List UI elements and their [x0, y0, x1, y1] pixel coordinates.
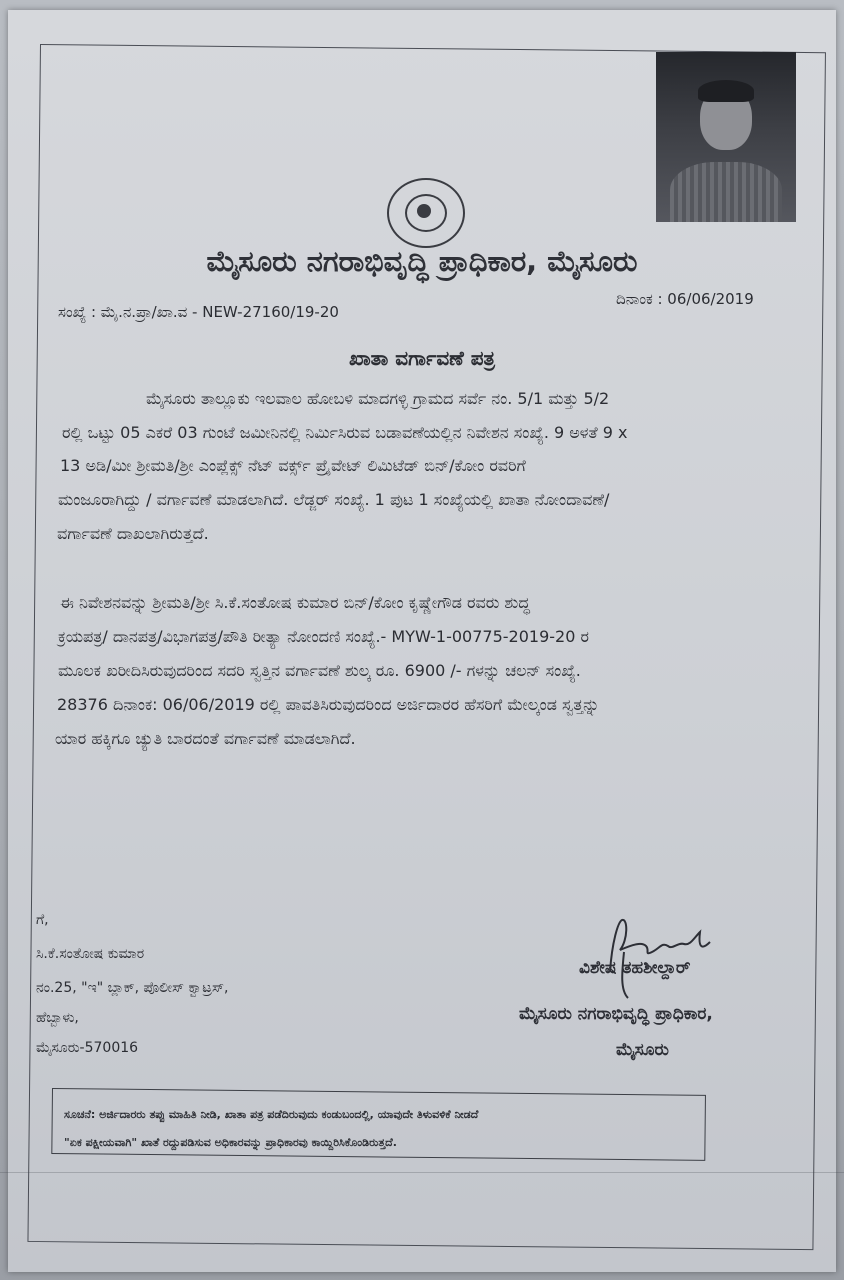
applicant-photo [656, 52, 796, 222]
paragraph2-line: ಮೂಲಕ ಖರೀದಿಸಿರುವುದರಿಂದ ಸದರಿ ಸ್ವತ್ತಿನ ವರ್ಗಾವಣೆ ಶುಲ್ಕ ರೂ. 6900 /- ಗಳನ್ನು ಚಲನ್ ಸಂಖ್ಯೆ. [58, 661, 581, 680]
issue-date: ದಿನಾಂಕ : 06/06/2019 [616, 290, 754, 308]
notice-line: ಸೂಚನೆ: ಅರ್ಜಿದಾರರು ತಪ್ಪು ಮಾಹಿತಿ ನೀಡಿ, ಖಾತಾ ಪತ್ರ ಪಡೆದಿರುವುದು ಕಂಡುಬಂದಲ್ಲಿ, ಯಾವುದೇ ತಿಳುವಳಿಕೆ ನೀಡದೆ [64, 1108, 479, 1121]
authority-seal-emblem [387, 178, 465, 248]
paragraph1-line: 13 ಅಡಿ/ಮೀ ಶ್ರೀಮತಿ/ಶ್ರೀ ಎಂಪ್ಲೆಕ್ಸ್ ನೆಟ್ ವರ್ಕ್ಸ್ ಪ್ರೈವೇಟ್ ಲಿಮಿಟೆಡ್ ಬಿನ್/ಕೋಂ ರವರಿಗೆ [60, 456, 526, 475]
paragraph2-line: ಯಾರ ಹಕ್ಕಿಗೂ ಚ್ಯುತಿ ಬಾರದಂತೆ ವರ್ಗಾವಣೆ ಮಾಡಲಾಗಿದೆ. [55, 729, 356, 748]
notice-line: "ಏಕ ಪಕ್ಷೀಯವಾಗಿ" ಖಾತೆ ರದ್ದುಪಡಿಸುವ ಅಧಿಕಾರವನ್ನು ಪ್ರಾಧಿಕಾರವು ಕಾಯ್ದಿರಿಸಿಕೊಂಡಿರುತ್ತದೆ. [64, 1136, 397, 1149]
fold-line [0, 1172, 844, 1173]
paragraph1-line: ಮೈಸೂರು ತಾಲ್ಲೂಕು ಇಲವಾಲ ಹೋಬಳಿ ಮಾದಗಳ್ಳಿ ಗ್ರಾಮದ ಸರ್ವೆ ನಂ. 5/1 ಮತ್ತು 5/2 [146, 389, 610, 408]
document-title: ಖಾತಾ ವರ್ಗಾವಣೆ ಪತ್ರ [349, 346, 495, 370]
signatory-city: ಮೈಸೂರು [616, 1040, 669, 1060]
paragraph1-line: ವರ್ಗಾವಣೆ ದಾಖಲಾಗಿರುತ್ತದೆ. [57, 524, 209, 543]
signatory-designation: ವಿಶೇಷ ತಹಶೀಲ್ದಾರ್ [579, 958, 691, 978]
signatory-office: ಮೈಸೂರು ನಗರಾಭಿವೃದ್ಧಿ ಪ್ರಾಧಿಕಾರ, [519, 1004, 713, 1024]
paragraph2-line: ಈ ನಿವೇಶನವನ್ನು ಶ್ರೀಮತಿ/ಶ್ರೀ ಸಿ.ಕೆ.ಸಂತೋಷ ಕುಮಾರ ಬಿನ್/ಕೋಂ ಕೃಷ್ಣೇಗೌಡ ರವರು ಶುದ್ಧ [60, 593, 530, 612]
recipient-name: ಸಿ.ಕೆ.ಸಂತೋಷ ಕುಮಾರ [36, 946, 145, 962]
paragraph2-line: ಕ್ರಯಪತ್ರ/ ದಾನಪತ್ರ/ವಿಭಾಗಪತ್ರ/ಪೌತಿ ರೀತ್ಯಾ ನೋಂದಣಿ ಸಂಖ್ಯೆ.- MYW-1-00775-2019-20 ರ [58, 627, 589, 646]
authority-heading: ಮೈಸೂರು ನಗರಾಭಿವೃದ್ಧಿ ಪ್ರಾಧಿಕಾರ, ಮೈಸೂರು [206, 244, 638, 278]
handwritten-signature [598, 912, 718, 1002]
reference-number: ಸಂಖ್ಯೆ : ಮೈ.ನ.ಪ್ರಾ/ಖಾ.ವ - NEW-27160/19-20 [58, 303, 339, 321]
recipient-address-line: ನಂ.25, "ಇ" ಬ್ಲಾಕ್, ಪೊಲೀಸ್ ಕ್ವಾಟ್ರಸ್, [36, 980, 229, 996]
paragraph1-line: ಮಂಜೂರಾಗಿದ್ದು / ವರ್ಗಾವಣೆ ಮಾಡಲಾಗಿದೆ. ಲೆಡ್ಜರ್ ಸಂಖ್ಯೆ. 1 ಪುಟ 1 ಸಂಖ್ಯೆಯಲ್ಲಿ ಖಾತಾ ನೋಂದಾವಣೆ/ [58, 490, 610, 509]
paragraph2-line: 28376 ದಿನಾಂಕ: 06/06/2019 ರಲ್ಲಿ ಪಾವತಿಸಿರುವುದರಿಂದ ಅರ್ಜಿದಾರರ ಹೆಸರಿಗೆ ಮೇಲ್ಕಂಡ ಸ್ವತ್ತನ್ನು [57, 695, 600, 714]
recipient-salutation: ಗೆ, [36, 912, 49, 928]
recipient-address-line: ಹೆಬ್ಬಾಳು, [36, 1010, 79, 1026]
recipient-address-line: ಮೈಸೂರು-570016 [36, 1040, 139, 1056]
paragraph1-line: ರಲ್ಲಿ ಒಟ್ಟು 05 ಎಕರೆ 03 ಗುಂಟೆ ಜಮೀನಿನಲ್ಲಿ ನಿರ್ಮಿಸಿರುವ ಬಡಾವಣೆಯಲ್ಲಿನ ನಿವೇಶನ ಸಂಖ್ಯೆ. 9 ಅಳತೆ 9 x [62, 423, 628, 442]
